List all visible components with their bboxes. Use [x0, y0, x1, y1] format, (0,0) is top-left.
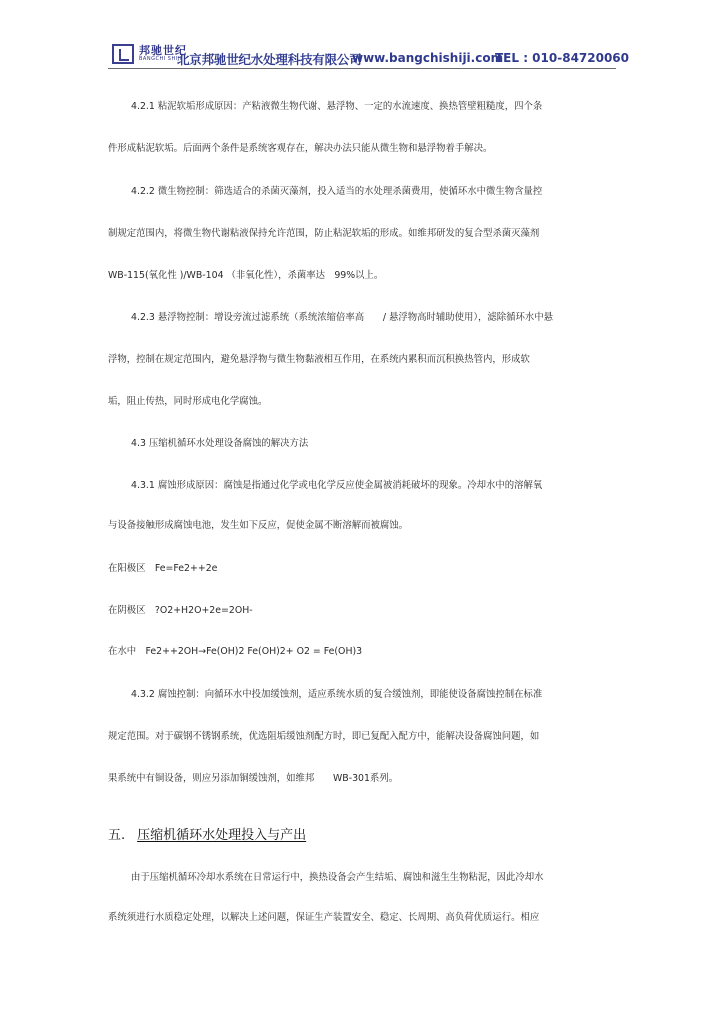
equation-line: 在水中 Fe2++2OH→Fe(OH)2 Fe(OH)2+ O2 = Fe(OH)3 [108, 646, 363, 657]
website-link[interactable]: www.bangchishiji.com [352, 51, 504, 65]
subsection-heading: 4.3 压缩机循环水处理设备腐蚀的解决方法 [131, 438, 309, 449]
paragraph-line: WB-115(氧化性 )/WB-104 （非氧化性），杀菌率达 99%以上。 [108, 270, 384, 281]
company-logo-icon [112, 44, 134, 64]
section-title-text: 压缩机循环水处理投入与产出 [137, 828, 307, 843]
paragraph-line: 系统须进行水质稳定处理，以解决上述问题，保证生产装置安全、稳定、长周期、高负荷优质运行。相应 [108, 912, 540, 923]
company-name: 北京邦驰世纪水处理科技有限公司 [177, 52, 362, 67]
paragraph-line: 规定范围。对于碳钢不锈钢系统，优选阻垢缓蚀剂配方时，即已复配入配方中，能解决设备腐蚀问题，如 [108, 731, 540, 742]
paragraph-line: 4.2.1 粘泥软垢形成原因：产粘液微生物代谢、悬浮物、一定的水流速度、换热管壁粗糙度，四个条 [131, 101, 543, 112]
header-divider [108, 68, 616, 69]
paragraph-line: 件形成粘泥软垢。后面两个条件是系统客观存在，解决办法只能从微生物和悬浮物着手解决。 [108, 143, 493, 154]
paragraph-line: 垢，阻止传热，同时形成电化学腐蚀。 [108, 396, 268, 407]
paragraph-line: 4.3.2 腐蚀控制：向循环水中投加缓蚀剂，适应系统水质的复合缓蚀剂，即能使设备腐蚀控制在标准 [131, 689, 543, 700]
logo-en-text: BANGCHI SHIJI [139, 56, 182, 62]
telephone: TEL : 010-84720060 [495, 51, 630, 65]
paragraph-line: 4.3.1 腐蚀形成原因：腐蚀是指通过化学或电化学反应使金属被消耗破坏的现象。冷却水中的溶解氧 [131, 480, 543, 491]
paragraph-line: 4.2.2 微生物控制：筛选适合的杀菌灭藻剂，投入适当的水处理杀菌费用，使循环水中微生物含量控 [131, 186, 543, 197]
equation-line: 在阳极区 Fe=Fe2++2e [108, 563, 218, 574]
paragraph-line: 果系统中有铜设备，则应另添加铜缓蚀剂，如维邦 WB-301系列。 [108, 773, 399, 784]
paragraph-line: 由于压缩机循环冷却水系统在日常运行中，换热设备会产生结垢、腐蚀和滋生生物粘泥，因此冷却水 [131, 872, 544, 883]
equation-line: 在阴极区 ?O2+H2O+2e=2OH- [108, 605, 253, 616]
page-header [108, 40, 630, 70]
paragraph-line: 与设备接触形成腐蚀电池，发生如下反应，促使金属不断溶解而被腐蚀。 [108, 520, 409, 531]
section-heading [108, 828, 306, 844]
logo-cn-text: 邦驰世纪 [139, 44, 187, 57]
paragraph-line: 4.2.3 悬浮物控制：增设旁流过滤系统（系统浓缩倍率高 / 悬浮物高时辅助使用），滤除循环水中悬 [131, 312, 554, 323]
paragraph-line: 制规定范围内，将微生物代谢粘液保持允许范围，防止粘泥软垢的形成。如维邦研发的复合型杀菌灭藻剂 [108, 228, 540, 239]
section-number: 五. [108, 828, 126, 843]
paragraph-line: 浮物，控制在规定范围内，避免悬浮物与微生物黏液相互作用，在系统内累积而沉积换热管内，形成软 [108, 354, 530, 365]
